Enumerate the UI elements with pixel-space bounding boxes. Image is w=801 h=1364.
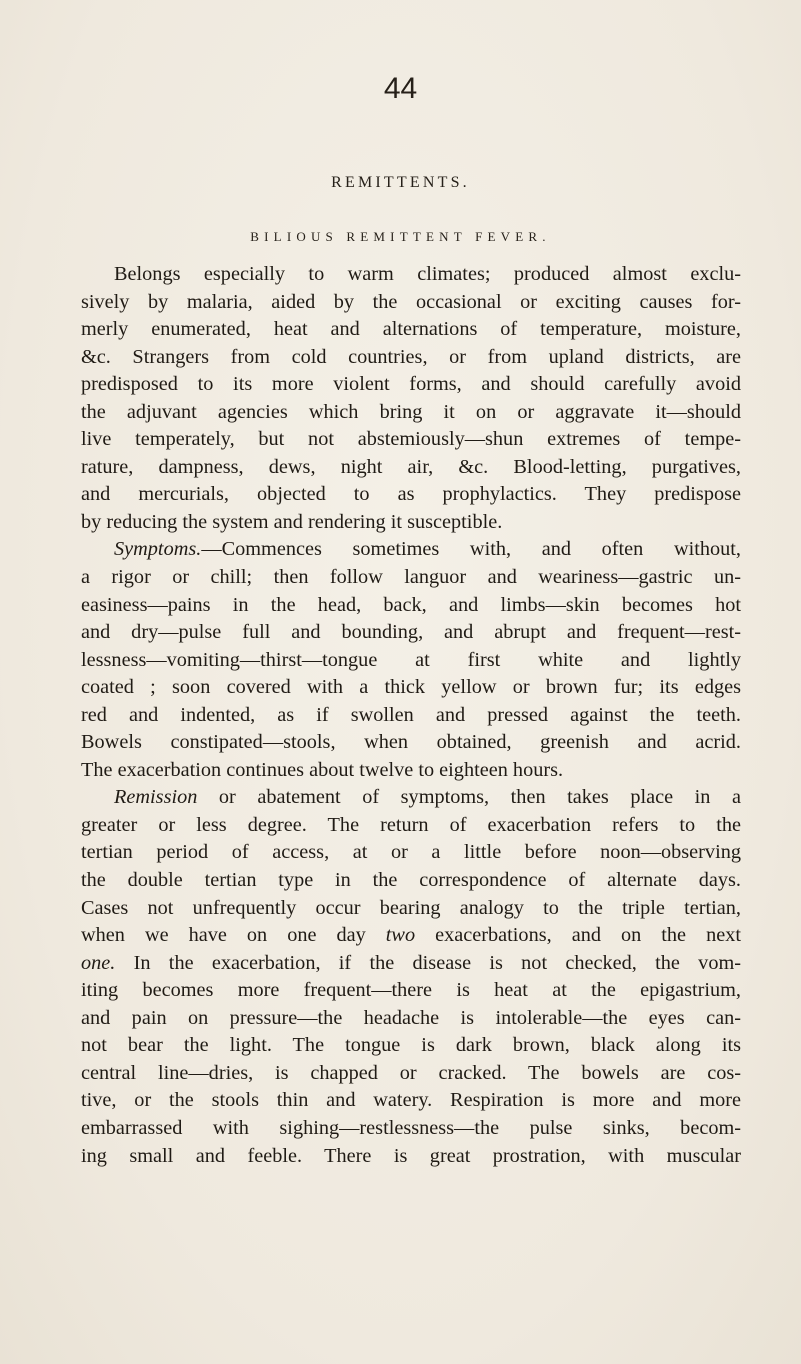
- text-line: not bear the light. The tongue is dark brown, black along its: [81, 1034, 741, 1057]
- text-line: and pain on pressure—the headache is intolerable—the eyes can-: [81, 1006, 741, 1029]
- text-run: In the exacerbation, if the disease is not checked, the vom-: [115, 951, 741, 974]
- text-line: sively by malaria, aided by the occasional or exciting causes for-: [81, 290, 741, 313]
- text-run: or abatement of symptoms, then takes place in a: [197, 786, 741, 809]
- text-line: [81, 922, 741, 950]
- text-line: red and indented, as if swollen and pressed against the teeth.: [81, 703, 741, 726]
- body-text: [81, 261, 741, 1170]
- text-line: &c. Strangers from cold countries, or from upland districts, are: [81, 345, 741, 368]
- text-line: and mercurials, objected to as prophylactics. They predispose: [81, 483, 741, 506]
- text-line: merly enumerated, heat and alternations of temperature, moisture,: [81, 318, 741, 341]
- section-title: REMITTENTS.: [331, 174, 470, 191]
- text-line: and dry—pulse full and bounding, and abrupt and frequent—rest-: [81, 621, 741, 644]
- symptoms-heading: Symptoms.: [114, 538, 202, 561]
- text-line: central line—dries, is chapped or cracked. The bowels are cos-: [81, 1061, 741, 1084]
- text-line: rature, dampness, dews, night air, &c. Blood-letting, purgatives,: [81, 455, 741, 478]
- text-line: tertian period of access, at or a little before noon—observing: [81, 841, 741, 864]
- text-line: a rigor or chill; then follow languor and weariness—gastric un-: [81, 566, 741, 589]
- text-line: tive, or the stools thin and watery. Respiration is more and more: [81, 1089, 741, 1112]
- text-line: Cases not unfrequently occur bearing analogy to the triple tertian,: [81, 896, 741, 919]
- text-line: The exacerbation continues about twelve to eighteen hours.: [81, 758, 564, 781]
- text-line: Bowels constipated—stools, when obtained, greenish and acrid.: [81, 731, 741, 754]
- text-line: [81, 950, 741, 978]
- text-line: [81, 784, 741, 812]
- text-line: [81, 536, 741, 564]
- text-line: by reducing the system and rendering it susceptible.: [81, 510, 503, 533]
- remission-heading: Remission: [114, 786, 198, 809]
- sub-title: BILIOUS REMITTENT FEVER.: [250, 229, 551, 244]
- text-line: predisposed to its more violent forms, and should carefully avoid: [81, 373, 741, 396]
- text-line: greater or less degree. The return of exacerbation refers to the: [81, 813, 741, 836]
- text-line: the adjuvant agencies which bring it on or aggravate it—should: [81, 400, 741, 423]
- text-line: embarrassed with sighing—restlessness—the pulse sinks, becom-: [81, 1116, 741, 1139]
- emphasis-two: two: [385, 924, 416, 947]
- text-line: ing small and feeble. There is great prostration, with muscular: [81, 1144, 741, 1167]
- text-line: Belongs especially to warm climates; produced almost exclu-: [114, 263, 741, 285]
- text-line: live temperately, but not abstemiously—shun extremes of tempe-: [81, 428, 741, 451]
- text-line: lessness—vomiting—thirst—tongue at first white and lightly: [81, 648, 741, 671]
- text-line: coated ; soon covered with a thick yellow or brown fur; its edges: [81, 676, 741, 699]
- text-line: easiness—pains in the head, back, and limbs—skin becomes hot: [81, 593, 741, 616]
- text-line: the double tertian type in the correspondence of alternate days.: [81, 869, 741, 892]
- text-run: exacerbations, and on the next: [415, 924, 741, 947]
- text-run: when we have on one day: [81, 924, 386, 947]
- text-line: iting becomes more frequent—there is heat at the epigastrium,: [81, 979, 741, 1002]
- emphasis-one: one.: [81, 951, 116, 974]
- page-number: 44: [383, 72, 418, 105]
- text-run: —Commences sometimes with, and often without,: [201, 538, 741, 561]
